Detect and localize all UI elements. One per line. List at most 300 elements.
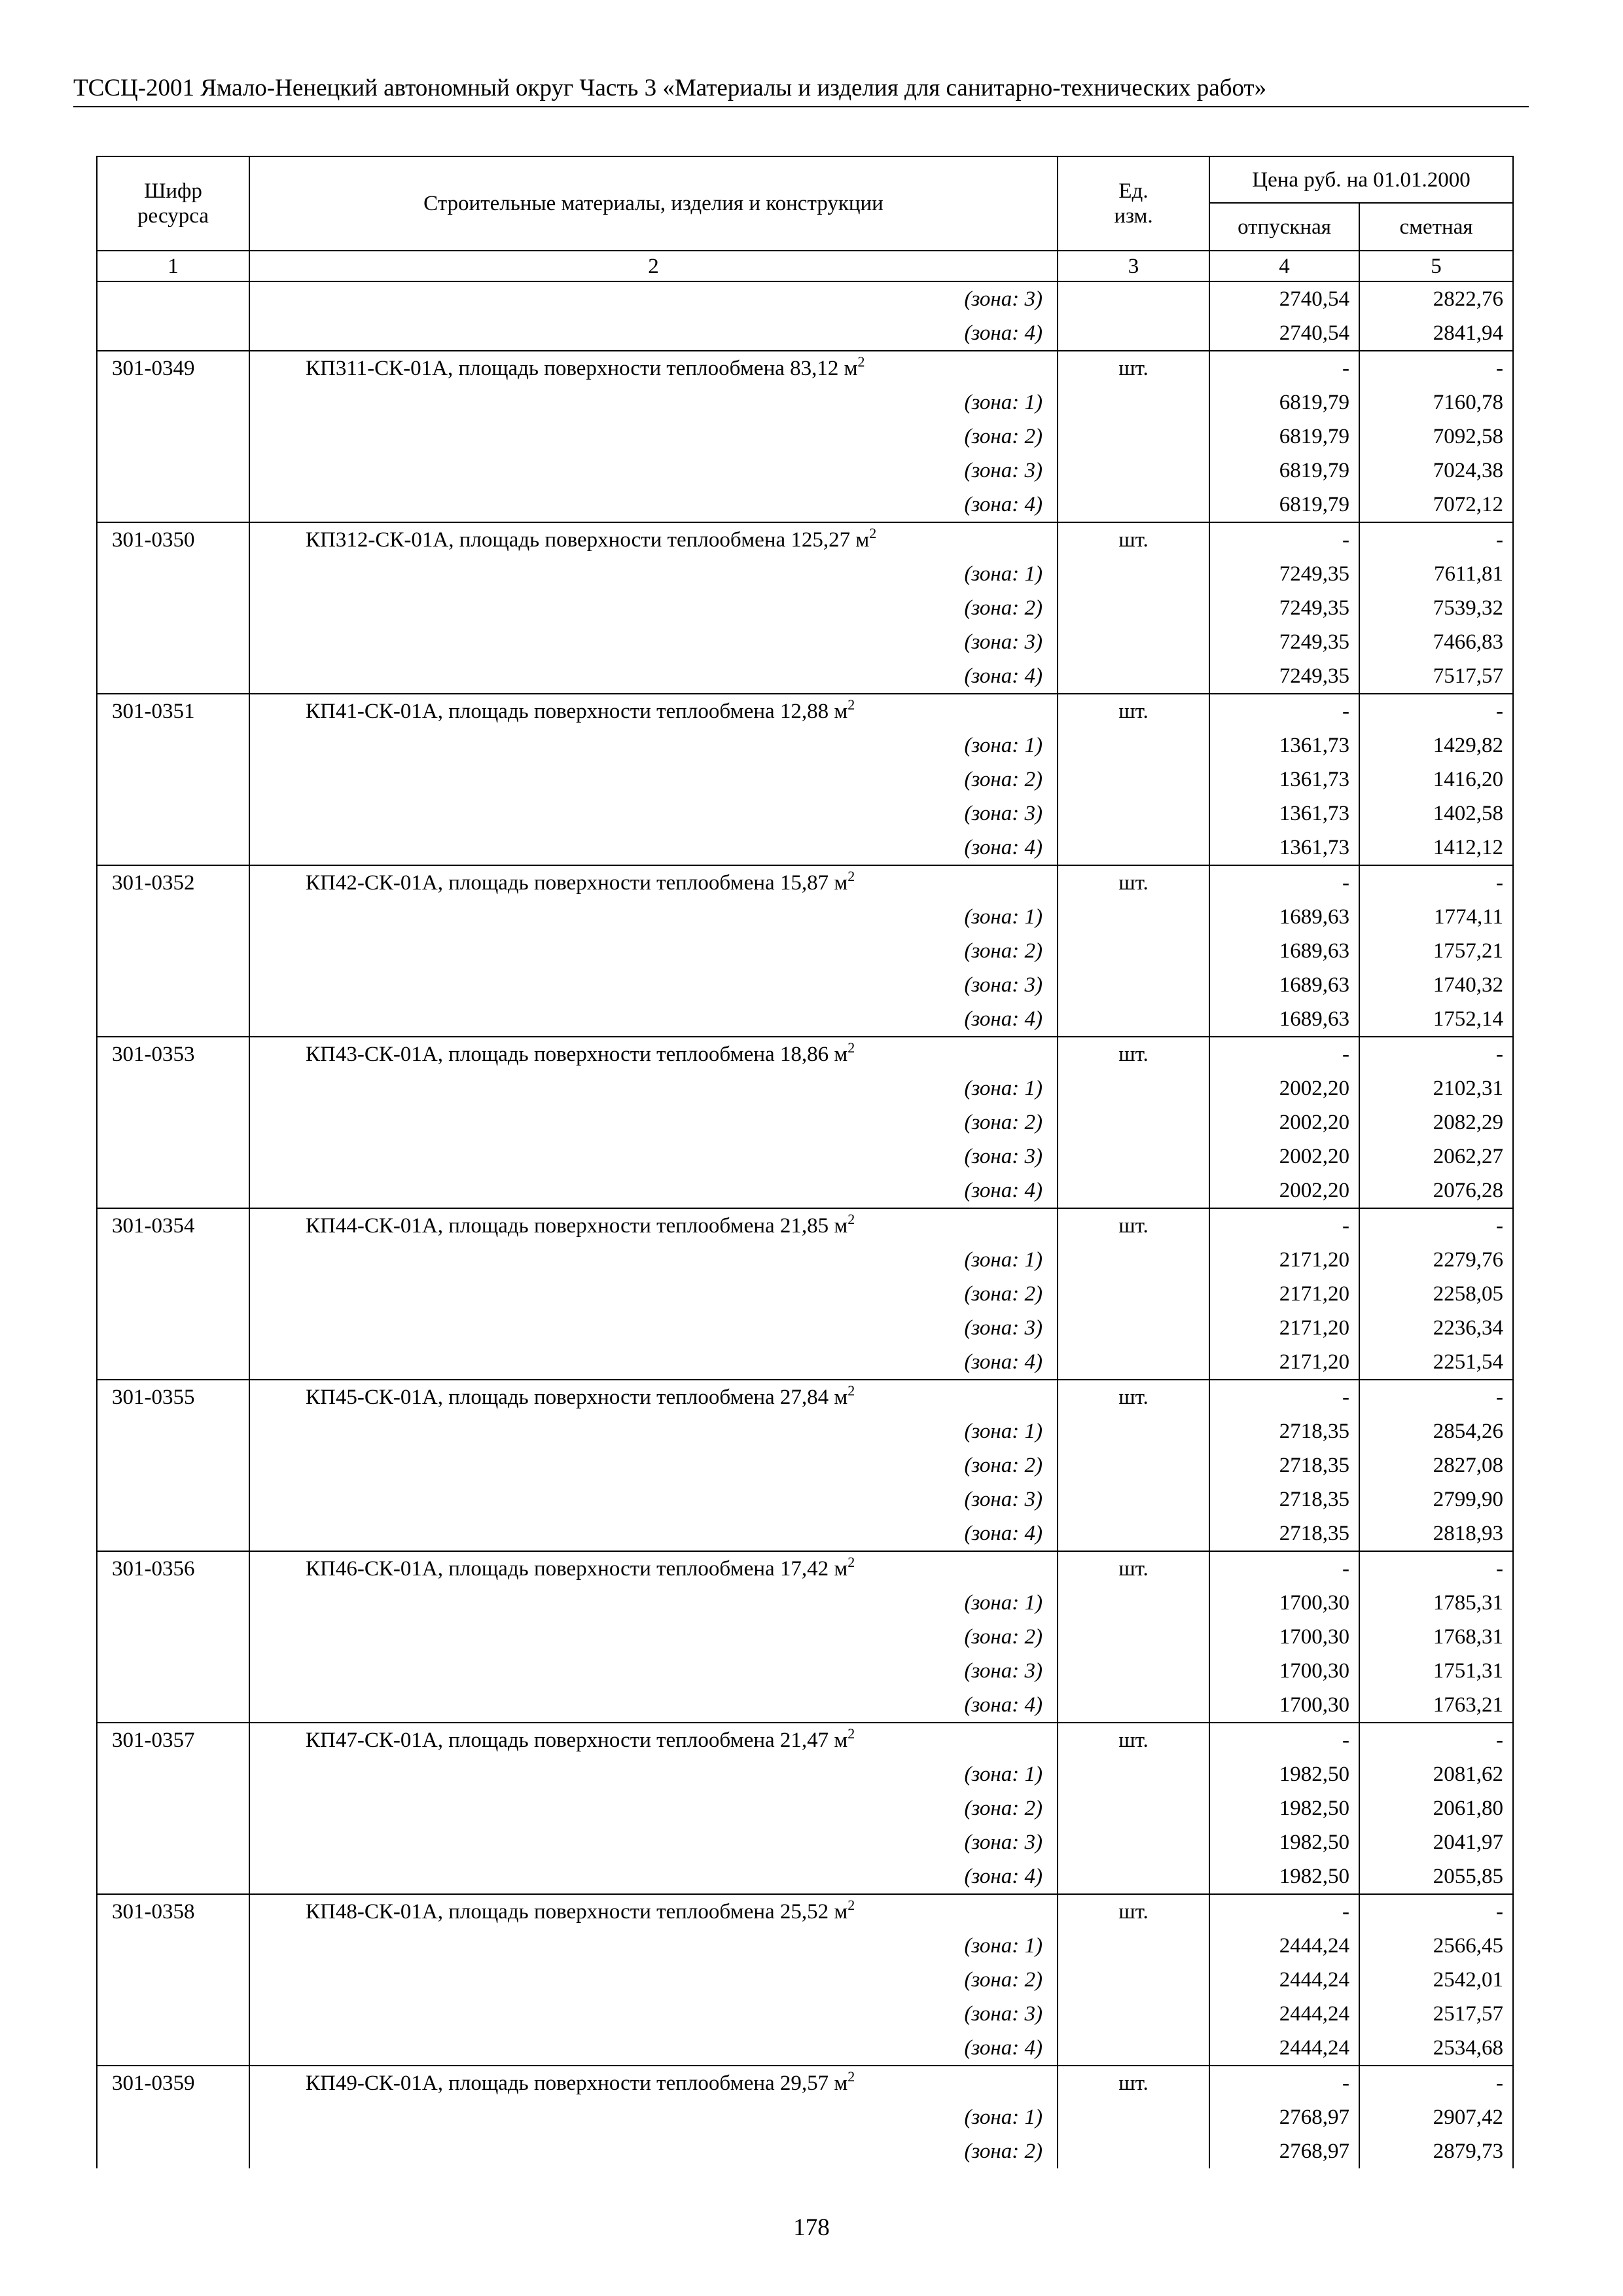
resource-code-cell xyxy=(97,1277,249,1311)
unit-cell xyxy=(1058,1516,1209,1551)
zone-label: (зона: 2) xyxy=(249,1277,1058,1311)
resource-code-cell xyxy=(97,454,249,488)
estimate-price: 2827,08 xyxy=(1359,1448,1513,1482)
table-row xyxy=(97,1139,1513,1174)
unit-cell xyxy=(1058,1963,1209,1997)
item-model: КП49-СК-01А xyxy=(306,2072,438,2095)
release-price: 1982,50 xyxy=(1209,1825,1359,1859)
unit: шт. xyxy=(1058,865,1209,900)
item-description xyxy=(249,1894,1058,1929)
release-price: 6819,79 xyxy=(1209,454,1359,488)
release-price-empty: - xyxy=(1209,1380,1359,1414)
unit-cell xyxy=(1058,1859,1209,1894)
estimate-price: 7024,38 xyxy=(1359,454,1513,488)
item-area-prefix: , площадь поверхности теплообмена xyxy=(437,1900,780,1924)
item-area: 18,86 xyxy=(779,1043,829,1066)
resource-code: 301-0350 xyxy=(97,522,249,557)
release-price: 2718,35 xyxy=(1209,1516,1359,1551)
table-row xyxy=(97,522,1513,557)
table-row xyxy=(97,797,1513,831)
release-price-empty: - xyxy=(1209,865,1359,900)
table-row xyxy=(97,1894,1513,1929)
release-price: 1361,73 xyxy=(1209,728,1359,762)
release-price: 1689,63 xyxy=(1209,934,1359,968)
release-price: 1700,30 xyxy=(1209,1620,1359,1654)
item-description xyxy=(249,351,1058,386)
resource-code: 301-0354 xyxy=(97,1208,249,1243)
unit-cell xyxy=(1058,316,1209,351)
table-row xyxy=(97,1654,1513,1688)
zone-label: (зона: 1) xyxy=(249,1243,1058,1277)
table-row xyxy=(97,1208,1513,1243)
estimate-price: 1752,14 xyxy=(1359,1002,1513,1037)
estimate-price: 1774,11 xyxy=(1359,900,1513,934)
table-row xyxy=(97,281,1513,316)
release-price-empty: - xyxy=(1209,1894,1359,1929)
estimate-price-empty: - xyxy=(1359,1037,1513,1071)
estimate-price: 7466,83 xyxy=(1359,625,1513,659)
unit-cell xyxy=(1058,831,1209,865)
release-price: 1361,73 xyxy=(1209,831,1359,865)
resource-code-cell xyxy=(97,2031,249,2066)
resource-code-cell xyxy=(97,797,249,831)
unit-cell xyxy=(1058,797,1209,831)
estimate-price: 2082,29 xyxy=(1359,1105,1513,1139)
item-area-unit: м xyxy=(855,528,870,552)
resource-code: 301-0356 xyxy=(97,1551,249,1586)
unit-cell xyxy=(1058,1586,1209,1620)
resource-code-cell xyxy=(97,386,249,420)
unit-cell xyxy=(1058,1825,1209,1859)
zone-label: (зона: 3) xyxy=(249,1997,1058,2031)
zone-label: (зона: 3) xyxy=(249,1482,1058,1516)
release-price: 1361,73 xyxy=(1209,797,1359,831)
unit-cell xyxy=(1058,625,1209,659)
release-price: 1700,30 xyxy=(1209,1654,1359,1688)
item-model: КП312-СК-01А xyxy=(306,528,449,552)
estimate-price: 1768,31 xyxy=(1359,1620,1513,1654)
item-description xyxy=(249,694,1058,728)
column-number-3: 3 xyxy=(1058,251,1209,281)
table-row xyxy=(97,1586,1513,1620)
unit-cell xyxy=(1058,1997,1209,2031)
zone-label: (зона: 3) xyxy=(249,625,1058,659)
item-description xyxy=(249,1037,1058,1071)
table-row xyxy=(97,557,1513,591)
estimate-price: 7092,58 xyxy=(1359,420,1513,454)
resource-code-cell xyxy=(97,1963,249,1997)
resource-code: 301-0351 xyxy=(97,694,249,728)
table-row xyxy=(97,1516,1513,1551)
release-price: 1982,50 xyxy=(1209,1791,1359,1825)
unit-cell xyxy=(1058,1414,1209,1448)
item-area-unit: м xyxy=(834,700,848,723)
zone-label: (зона: 1) xyxy=(249,2100,1058,2134)
unit: шт. xyxy=(1058,1723,1209,1757)
item-model: КП42-СК-01А xyxy=(306,871,438,895)
resource-code-cell xyxy=(97,934,249,968)
table-row xyxy=(97,1174,1513,1208)
table-row xyxy=(97,1105,1513,1139)
resource-code-cell xyxy=(97,420,249,454)
release-price: 2002,20 xyxy=(1209,1139,1359,1174)
zone-label: (зона: 2) xyxy=(249,1963,1058,1997)
header-price-group: Цена руб. на 01.01.2000 xyxy=(1209,156,1513,203)
resource-code: 301-0349 xyxy=(97,351,249,386)
header-rule xyxy=(73,106,1529,107)
table-row xyxy=(97,1311,1513,1345)
release-price: 7249,35 xyxy=(1209,625,1359,659)
table-row xyxy=(97,968,1513,1002)
release-price-empty: - xyxy=(1209,1723,1359,1757)
table-row xyxy=(97,1037,1513,1071)
item-description xyxy=(249,1380,1058,1414)
unit-cell xyxy=(1058,1448,1209,1482)
release-price-empty: - xyxy=(1209,2066,1359,2100)
zone-label: (зона: 4) xyxy=(249,1688,1058,1723)
table-row xyxy=(97,1620,1513,1654)
release-price-empty: - xyxy=(1209,694,1359,728)
resource-code-cell xyxy=(97,1311,249,1345)
zone-label: (зона: 2) xyxy=(249,420,1058,454)
zone-label: (зона: 3) xyxy=(249,1311,1058,1345)
table-row xyxy=(97,1414,1513,1448)
item-area-exponent: 2 xyxy=(869,525,877,541)
item-area-prefix: , площадь поверхности теплообмена xyxy=(437,700,780,723)
unit-cell xyxy=(1058,1139,1209,1174)
release-price: 1689,63 xyxy=(1209,1002,1359,1037)
unit-cell xyxy=(1058,900,1209,934)
zone-label: (зона: 4) xyxy=(249,1859,1058,1894)
item-model: КП46-СК-01А xyxy=(306,1557,438,1581)
table-row xyxy=(97,2031,1513,2066)
estimate-price-empty: - xyxy=(1359,1894,1513,1929)
header-code-line2: ресурса xyxy=(137,204,209,228)
item-area-exponent: 2 xyxy=(847,868,855,884)
zone-label: (зона: 3) xyxy=(249,281,1058,316)
release-price: 6819,79 xyxy=(1209,420,1359,454)
unit: шт. xyxy=(1058,1894,1209,1929)
resource-code-cell xyxy=(97,900,249,934)
release-price: 2444,24 xyxy=(1209,1963,1359,1997)
item-area-prefix: , площадь поверхности теплообмена xyxy=(447,357,791,380)
resource-code: 301-0357 xyxy=(97,1723,249,1757)
unit-cell xyxy=(1058,1654,1209,1688)
item-area-unit: м xyxy=(834,1900,848,1924)
unit: шт. xyxy=(1058,1551,1209,1586)
resource-code-cell xyxy=(97,316,249,351)
resource-code: 301-0352 xyxy=(97,865,249,900)
resource-code-cell xyxy=(97,1586,249,1620)
item-area-exponent: 2 xyxy=(857,353,865,370)
table-row xyxy=(97,420,1513,454)
estimate-price-empty: - xyxy=(1359,1551,1513,1586)
item-description xyxy=(249,1723,1058,1757)
zone-label: (зона: 2) xyxy=(249,1105,1058,1139)
estimate-price: 2818,93 xyxy=(1359,1516,1513,1551)
zone-label: (зона: 3) xyxy=(249,797,1058,831)
release-price: 7249,35 xyxy=(1209,591,1359,625)
release-price-empty: - xyxy=(1209,1037,1359,1071)
item-area-unit: м xyxy=(834,1214,848,1238)
item-area-exponent: 2 xyxy=(847,1382,855,1399)
release-price: 2740,54 xyxy=(1209,316,1359,351)
table-row xyxy=(97,831,1513,865)
unit-cell xyxy=(1058,2031,1209,2066)
item-description xyxy=(249,1551,1058,1586)
zone-label: (зона: 4) xyxy=(249,1174,1058,1208)
table-row xyxy=(97,1929,1513,1963)
zone-label: (зона: 1) xyxy=(249,1071,1058,1105)
estimate-price: 7539,32 xyxy=(1359,591,1513,625)
item-area: 27,84 xyxy=(779,1386,829,1409)
estimate-price: 2841,94 xyxy=(1359,316,1513,351)
release-price: 2171,20 xyxy=(1209,1243,1359,1277)
estimate-price: 2055,85 xyxy=(1359,1859,1513,1894)
estimate-price-empty: - xyxy=(1359,1208,1513,1243)
zone-label: (зона: 1) xyxy=(249,728,1058,762)
table-row xyxy=(97,934,1513,968)
release-price: 7249,35 xyxy=(1209,659,1359,694)
release-price: 1700,30 xyxy=(1209,1688,1359,1723)
resource-code-cell xyxy=(97,1654,249,1688)
unit-cell xyxy=(1058,1311,1209,1345)
item-area-unit: м xyxy=(844,357,858,380)
resource-code-cell xyxy=(97,1482,249,1516)
table-row xyxy=(97,1345,1513,1380)
release-price: 1700,30 xyxy=(1209,1586,1359,1620)
item-area-prefix: , площадь поверхности теплообмена xyxy=(437,1729,780,1752)
table-row xyxy=(97,1277,1513,1311)
estimate-price: 2854,26 xyxy=(1359,1414,1513,1448)
zone-label: (зона: 4) xyxy=(249,316,1058,351)
estimate-price: 1740,32 xyxy=(1359,968,1513,1002)
estimate-price: 2236,34 xyxy=(1359,1311,1513,1345)
resource-code-cell xyxy=(97,591,249,625)
unit-cell xyxy=(1058,454,1209,488)
header-price-estimate: сметная xyxy=(1359,203,1513,251)
item-area: 17,42 xyxy=(779,1557,829,1581)
table-row xyxy=(97,1688,1513,1723)
unit-cell xyxy=(1058,1929,1209,1963)
header-unit xyxy=(1058,156,1209,251)
estimate-price: 1763,21 xyxy=(1359,1688,1513,1723)
resource-code-cell xyxy=(97,1757,249,1791)
item-model: КП48-СК-01А xyxy=(306,1900,438,1924)
item-area-unit: м xyxy=(834,1557,848,1581)
release-price: 6819,79 xyxy=(1209,386,1359,420)
unit-cell xyxy=(1058,2134,1209,2168)
table-row xyxy=(97,1551,1513,1586)
header-price-release: отпускная xyxy=(1209,203,1359,251)
unit-cell xyxy=(1058,1345,1209,1380)
unit-cell xyxy=(1058,420,1209,454)
table-row xyxy=(97,2066,1513,2100)
item-area: 125,27 xyxy=(791,528,851,552)
item-area-prefix: , площадь поверхности теплообмена xyxy=(437,2072,780,2095)
resource-code-cell xyxy=(97,1620,249,1654)
estimate-price: 2534,68 xyxy=(1359,2031,1513,2066)
resource-code: 301-0358 xyxy=(97,1894,249,1929)
release-price: 2718,35 xyxy=(1209,1482,1359,1516)
estimate-price: 1429,82 xyxy=(1359,728,1513,762)
item-area-unit: м xyxy=(834,871,848,895)
resource-code-cell xyxy=(97,1139,249,1174)
item-area-exponent: 2 xyxy=(847,1554,855,1570)
page-header: ТССЦ-2001 Ямало-Ненецкий автономный округ Часть 3 «Материалы и изделия для санитарно-технических работ» xyxy=(73,75,1267,101)
resource-code-cell xyxy=(97,1791,249,1825)
unit-cell xyxy=(1058,728,1209,762)
header-name: Строительные материалы, изделия и конструкции xyxy=(249,156,1058,251)
release-price: 2768,97 xyxy=(1209,2134,1359,2168)
release-price: 2171,20 xyxy=(1209,1311,1359,1345)
item-description xyxy=(249,522,1058,557)
resource-code-cell xyxy=(97,1345,249,1380)
estimate-price: 2879,73 xyxy=(1359,2134,1513,2168)
item-area-exponent: 2 xyxy=(847,1725,855,1742)
zone-label: (зона: 2) xyxy=(249,1791,1058,1825)
estimate-price: 2076,28 xyxy=(1359,1174,1513,1208)
resource-code-cell xyxy=(97,1174,249,1208)
header-code xyxy=(97,156,249,251)
release-price: 2444,24 xyxy=(1209,1997,1359,2031)
zone-label: (зона: 2) xyxy=(249,1620,1058,1654)
estimate-price: 7517,57 xyxy=(1359,659,1513,694)
zone-label: (зона: 3) xyxy=(249,1654,1058,1688)
resource-code-cell xyxy=(97,1448,249,1482)
zone-label: (зона: 3) xyxy=(249,1139,1058,1174)
zone-label: (зона: 2) xyxy=(249,2134,1058,2168)
release-price: 2740,54 xyxy=(1209,281,1359,316)
table-row xyxy=(97,1859,1513,1894)
zone-label: (зона: 4) xyxy=(249,1516,1058,1551)
item-area: 21,47 xyxy=(779,1729,829,1752)
resource-code-cell xyxy=(97,831,249,865)
unit-cell xyxy=(1058,1620,1209,1654)
item-area-prefix: , площадь поверхности теплообмена xyxy=(437,1386,780,1409)
item-area-unit: м xyxy=(834,1729,848,1752)
release-price: 1982,50 xyxy=(1209,1757,1359,1791)
item-area-unit: м xyxy=(834,2072,848,2095)
estimate-price: 1412,12 xyxy=(1359,831,1513,865)
release-price: 1689,63 xyxy=(1209,900,1359,934)
zone-label: (зона: 1) xyxy=(249,1586,1058,1620)
zone-label: (зона: 4) xyxy=(249,2031,1058,2066)
estimate-price: 2907,42 xyxy=(1359,2100,1513,2134)
resource-code-cell xyxy=(97,1243,249,1277)
unit-cell xyxy=(1058,1688,1209,1723)
table-row xyxy=(97,1757,1513,1791)
estimate-price-empty: - xyxy=(1359,865,1513,900)
column-number-2: 2 xyxy=(249,251,1058,281)
release-price: 1361,73 xyxy=(1209,762,1359,797)
unit-cell xyxy=(1058,2100,1209,2134)
item-description xyxy=(249,2066,1058,2100)
item-area-prefix: , площадь поверхности теплообмена xyxy=(448,528,791,552)
zone-label: (зона: 3) xyxy=(249,968,1058,1002)
unit-cell xyxy=(1058,557,1209,591)
column-number-4: 4 xyxy=(1209,251,1359,281)
estimate-price: 2566,45 xyxy=(1359,1929,1513,1963)
unit-cell xyxy=(1058,1791,1209,1825)
zone-label: (зона: 1) xyxy=(249,557,1058,591)
header-unit-line2: изм. xyxy=(1114,204,1153,228)
item-area-prefix: , площадь поверхности теплообмена xyxy=(437,1043,780,1066)
unit-cell xyxy=(1058,1105,1209,1139)
item-area: 25,52 xyxy=(779,1900,829,1924)
estimate-price-empty: - xyxy=(1359,1723,1513,1757)
resource-code-cell xyxy=(97,488,249,522)
estimate-price: 7072,12 xyxy=(1359,488,1513,522)
item-area: 21,85 xyxy=(779,1214,829,1238)
resource-code: 301-0359 xyxy=(97,2066,249,2100)
zone-label: (зона: 3) xyxy=(249,1825,1058,1859)
zone-label: (зона: 4) xyxy=(249,831,1058,865)
table-row xyxy=(97,488,1513,522)
item-model: КП43-СК-01А xyxy=(306,1043,438,1066)
item-area-unit: м xyxy=(834,1386,848,1409)
estimate-price: 2279,76 xyxy=(1359,1243,1513,1277)
resource-code-cell xyxy=(97,1002,249,1037)
zone-label: (зона: 1) xyxy=(249,1757,1058,1791)
page-number: 178 xyxy=(793,2214,830,2241)
unit: шт. xyxy=(1058,1208,1209,1243)
item-area-exponent: 2 xyxy=(847,1211,855,1227)
item-model: КП44-СК-01А xyxy=(306,1214,438,1238)
table-row xyxy=(97,454,1513,488)
unit: шт. xyxy=(1058,522,1209,557)
resource-code-cell xyxy=(97,762,249,797)
unit-cell xyxy=(1058,1002,1209,1037)
zone-label: (зона: 4) xyxy=(249,659,1058,694)
table-row xyxy=(97,1791,1513,1825)
resource-code: 301-0355 xyxy=(97,1380,249,1414)
resource-code-cell xyxy=(97,1688,249,1723)
table-row xyxy=(97,1448,1513,1482)
table-row xyxy=(97,351,1513,386)
item-area-prefix: , площадь поверхности теплообмена xyxy=(437,871,780,895)
table-row xyxy=(97,865,1513,900)
price-table xyxy=(96,156,1514,2168)
release-price: 1689,63 xyxy=(1209,968,1359,1002)
zone-label: (зона: 2) xyxy=(249,762,1058,797)
release-price-empty: - xyxy=(1209,522,1359,557)
estimate-price: 2062,27 xyxy=(1359,1139,1513,1174)
item-model: КП45-СК-01А xyxy=(306,1386,438,1409)
table-row xyxy=(97,591,1513,625)
release-price: 2002,20 xyxy=(1209,1174,1359,1208)
item-model: КП311-СК-01А xyxy=(306,357,448,380)
table-row xyxy=(97,1002,1513,1037)
unit-cell xyxy=(1058,1482,1209,1516)
item-area-exponent: 2 xyxy=(847,2068,855,2085)
item-area-exponent: 2 xyxy=(847,1039,855,1056)
unit-cell xyxy=(1058,281,1209,316)
item-description xyxy=(249,1208,1058,1243)
release-price-empty: - xyxy=(1209,1208,1359,1243)
column-number-5: 5 xyxy=(1359,251,1513,281)
release-price: 6819,79 xyxy=(1209,488,1359,522)
item-area: 29,57 xyxy=(779,2072,829,2095)
table-row xyxy=(97,694,1513,728)
estimate-price: 2799,90 xyxy=(1359,1482,1513,1516)
resource-code-cell xyxy=(97,2134,249,2168)
zone-label: (зона: 1) xyxy=(249,900,1058,934)
resource-code-cell xyxy=(97,1516,249,1551)
zone-label: (зона: 1) xyxy=(249,1929,1058,1963)
unit-cell xyxy=(1058,1243,1209,1277)
unit: шт. xyxy=(1058,351,1209,386)
